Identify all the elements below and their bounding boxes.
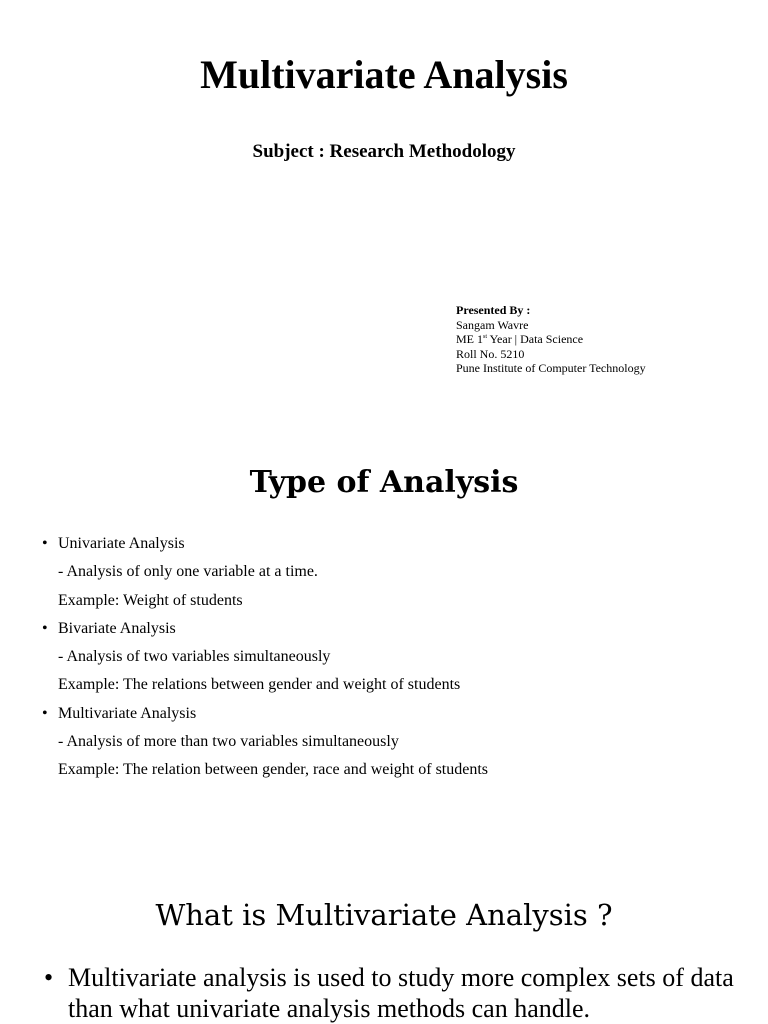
analysis-type-description: - Analysis of two variables simultaneously: [58, 648, 331, 666]
definition-text: Multivariate analysis is used to study more complex sets of data than what univariate analysis methods can handle.: [68, 963, 734, 1023]
presenter-year-suffix: Year | Data Science: [487, 332, 584, 346]
bullet-icon: •: [42, 619, 48, 637]
list-item: [42, 530, 488, 558]
analysis-type-example: Example: The relation between gender, race and weight of students: [58, 761, 489, 779]
bullet-icon: •: [44, 963, 54, 992]
analysis-type-example: Example: Weight of students: [58, 591, 243, 609]
analysis-type-description: - Analysis of more than two variables simultaneously: [58, 733, 399, 751]
presenter-year: [456, 332, 646, 347]
presenter-block: [456, 303, 646, 376]
bullet-icon: •: [42, 535, 48, 552]
presenter-year-prefix: ME 1: [456, 332, 483, 346]
presenter-roll: Roll No. 5210: [456, 346, 525, 361]
section-title-types: Type of Analysis: [249, 465, 519, 500]
list-item: [42, 615, 488, 643]
analysis-type-list: [42, 530, 488, 785]
analysis-type-label: Univariate Analysis: [58, 535, 185, 552]
definition-paragraph: [44, 962, 744, 1024]
analysis-type-description: - Analysis of only one variable at a time.: [58, 563, 318, 581]
presenter-heading: Presented By :: [456, 303, 531, 317]
presenter-institute: Pune Institute of Computer Technology: [456, 361, 646, 375]
slide-subject: Subject : Research Methodology: [252, 141, 516, 162]
slide-title: Multivariate Analysis: [200, 52, 568, 97]
analysis-type-example: Example: The relations between gender and weight of students: [58, 676, 461, 694]
presenter-year-sup: st: [483, 334, 488, 340]
analysis-type-label: Multivariate Analysis: [58, 704, 197, 722]
bullet-icon: •: [42, 704, 48, 722]
presenter-name: Sangam Wavre: [456, 317, 529, 332]
analysis-type-label: Bivariate Analysis: [58, 619, 176, 637]
section-title-what-is: What is Multivariate Analysis ?: [155, 898, 613, 932]
list-item: [42, 700, 488, 728]
